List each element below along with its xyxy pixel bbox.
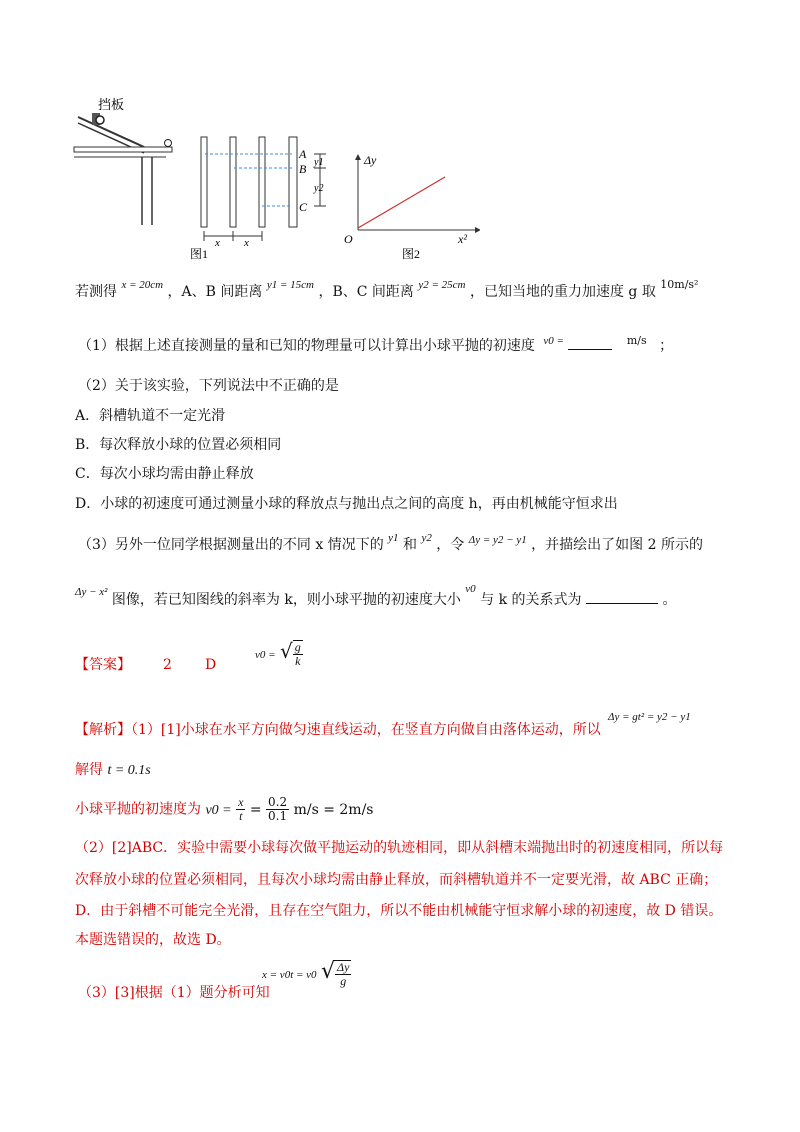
q3-text-1: （3）另外一位同学根据测量出的不同 x 情况下的 (78, 537, 384, 553)
answer-2: D (205, 657, 217, 673)
analysis-line-8 (78, 983, 270, 1003)
analysis-l3-eq: = (249, 801, 262, 818)
q3-delta-eq: Δy = y2 − y1 (468, 534, 527, 546)
y2-label: y2 (314, 183, 324, 194)
answer-3-den: k (295, 654, 301, 668)
answer-3-num: g (294, 640, 301, 654)
option-b: B．每次释放小球的位置必须相同 (75, 437, 282, 453)
q3-y1: y1 (388, 532, 399, 544)
q1-answer-blank[interactable] (568, 349, 612, 350)
q3-text-5: 与 k 的关系式为 (480, 592, 582, 608)
intro-line (75, 278, 699, 303)
intro-text-3: ，B、C 间距离 (318, 284, 414, 300)
figure-2 (340, 150, 480, 262)
analysis-line-7: 本题选错误的，故选 D。 (75, 932, 231, 948)
q1-unit: m/s (626, 334, 647, 347)
option-c: C．每次小球均需由静止释放 (75, 466, 254, 482)
figure-1-caption: 图1 (190, 247, 209, 260)
analysis-line-2 (75, 760, 151, 781)
point-a: A (299, 147, 307, 161)
question-3-line-1 (78, 532, 703, 556)
analysis-eq-2: t = 0.1s (107, 763, 151, 778)
figure-2-caption: 图2 (402, 247, 421, 261)
x-value: x = 20cm (121, 279, 164, 291)
option-a: A．斜槽轨道不一定光滑 (75, 408, 226, 424)
analysis-l8-lhs: x = v0t = v0 (262, 969, 317, 981)
q1-text: （1）根据上述直接测量的量和已知的物理量可以计算出小球平抛的初速度 (78, 338, 535, 354)
y-axis-label: Δy (364, 153, 377, 167)
q3-v0: v0 (465, 583, 476, 595)
analysis-text-1: （1）[1]小球在水平方向做匀速直线运动，在竖直方向做自由落体运动，所以 (131, 722, 601, 738)
analysis-line-1 (75, 720, 601, 740)
question-3-line-2 (75, 583, 677, 611)
q3-end: 。 (662, 592, 677, 608)
q3-text-3: ，并描绘出了如图 2 所示的 (531, 537, 703, 553)
g-value: 10m/s² (660, 278, 699, 291)
y1-value: y1 = 15cm (266, 279, 314, 291)
ball (96, 116, 104, 124)
baffle-label: 挡板 (98, 97, 125, 112)
q1-v0: v0 = (543, 335, 564, 347)
analysis-line-5: 次释放小球的位置必须相同，且每次小球均需由静止释放，而斜槽轨道并不一定要光滑，故 ABC 正确； (75, 872, 718, 888)
analysis-l3-lhs: v0 = (205, 802, 232, 818)
graph-line (358, 177, 445, 228)
analysis-eq-8: x = v0t = v0 √ $\frac{\Delta y}{g}$ (262, 959, 350, 988)
y2-value: y2 = 25cm (418, 279, 466, 291)
analysis-text-3: 小球平抛的初速度为 (75, 801, 201, 818)
answer-1: 2 (163, 657, 172, 673)
x-label-2: x (244, 237, 249, 249)
q1-end: ； (659, 338, 674, 354)
analysis-l3-f2-num: 0.2 (268, 795, 288, 809)
question-1 (78, 336, 673, 357)
y1-label: y1 (314, 157, 324, 168)
x-label-1: x (215, 237, 220, 249)
answer-3-lhs: v0 = (255, 649, 276, 661)
q3-y2: y2 (421, 532, 432, 544)
analysis-l3-f1-num: x (238, 795, 244, 809)
intro-text-1: 若测得 (75, 284, 117, 300)
analysis-l8-num: Δy (337, 960, 350, 974)
analysis-line-4: （2）[2]ABC．实验中需要小球每次做平抛运动的轨迹相同，即从斜槽末端抛出时的初速度相同，所以每 (75, 840, 724, 856)
origin-label: O (344, 232, 353, 246)
x-axis-label: x² (458, 232, 467, 246)
point-c: C (299, 200, 308, 214)
intro-text-2: ，A、B 间距离 (167, 284, 263, 300)
q3-text-2: ，令 (436, 537, 465, 553)
answer-3: v0 = √ $\frac{g}{k}$ (255, 639, 301, 668)
analysis-l3-f2-den: 0.1 (268, 809, 288, 823)
answer-label: 【答案】 (75, 657, 131, 673)
q3-answer-blank[interactable] (586, 603, 658, 604)
point-b: B (299, 162, 307, 176)
analysis-eq-1: Δy = gt² = y2 − y1 (608, 711, 691, 723)
analysis-line-6: D．由于斜槽不可能完全光滑，且存在空气阻力，所以不能由机械能守恒求解小球的初速度，故 D 错误。 (75, 903, 723, 919)
q3-graph-label: Δy − x² (75, 586, 108, 598)
q3-text-4: 图像，若已知图线的斜率为 k，则小球平抛的初速度大小 (111, 592, 461, 608)
option-d: D．小球的初速度可通过测量小球的释放点与抛出点之间的高度 h，再由机械能守恒求出 (75, 496, 618, 512)
analysis-text-2: 解得 (75, 762, 103, 778)
q3-and: 和 (403, 537, 417, 553)
figure-1 (70, 95, 340, 260)
analysis-text-8: （3）[3]根据（1）题分析可知 (78, 985, 270, 1001)
analysis-label: 【解析】 (75, 722, 131, 738)
analysis-l3-rhs: m/s = 2m/s (293, 801, 374, 818)
analysis-l8-den: g (340, 974, 347, 988)
analysis-l3-f1-den: t (239, 809, 243, 823)
intro-text-4: ，已知当地的重力加速度 g 取 (469, 284, 656, 300)
analysis-line-3 (75, 796, 374, 823)
question-2-stem: （2）关于该实验，下列说法中不正确的是 (78, 378, 339, 394)
